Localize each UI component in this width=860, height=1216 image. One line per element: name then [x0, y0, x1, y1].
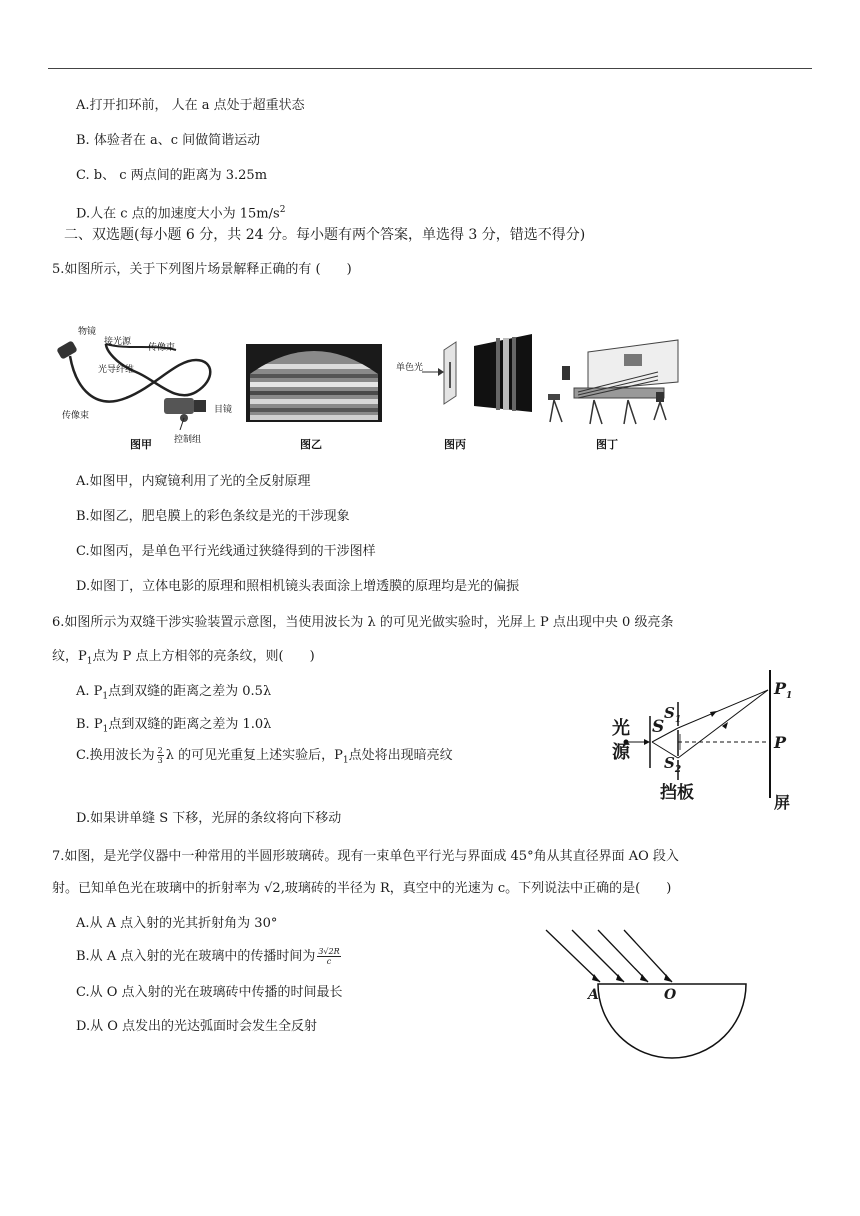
jia-label-light-source: 接光源 [104, 337, 132, 347]
q4-option-c: C. b、 c 两点间的距离为 3.25m [76, 168, 268, 183]
bing-label-mono-light: 单色光 [396, 363, 424, 373]
q7-option-b: B.从 A 点入射的光在玻璃中的传播时间为 $\frac{3√2R}{c}$ [76, 947, 340, 966]
q7-stem-line1: 7.如图，是光学仪器中一种常用的半圆形玻璃砖。现有一束单色平行光与界面成 45°角从其直径界面 AO 段入 [52, 849, 679, 864]
q5-option-c: C.如图丙，是单色平行光线通过狭缝得到的干涉图样 [76, 544, 376, 559]
fraction-two-thirds: $\frac{2}{3}$ [157, 746, 163, 765]
figure-ding-projector [548, 332, 698, 428]
fig6-label-screen: 屏 [774, 793, 791, 812]
fig6-label-baffle: 挡板 [660, 783, 694, 803]
jia-label-image-bundle-2: 传像束 [62, 411, 90, 421]
figure-bing-slit [392, 332, 542, 418]
q4-option-d: D.人在 c 点的加速度大小为 $15m/s^2$ [76, 205, 286, 222]
caption-yi: 图乙 [300, 438, 322, 451]
jia-label-eyepiece: 目镜 [214, 405, 233, 415]
caption-bing: 图丙 [444, 438, 466, 451]
q6-option-d: D.如果讲单缝 S 下移，光屏的条纹将向下移动 [76, 811, 342, 826]
q7-option-a: A.从 A 点入射的光其折射角为 30° [76, 916, 278, 931]
fig6-label-source-2: 源 [612, 742, 630, 763]
figure-yi-soap-film [246, 344, 382, 422]
q5-option-d: D.如图丁，立体电影的原理和照相机镜头表面涂上增透膜的原理均是光的偏振 [76, 579, 520, 594]
header-rule [48, 68, 812, 69]
q6-stem-line2: 纹，$P_1$点为 P 点上方相邻的亮条纹，则( ) [52, 649, 315, 667]
q6-option-b: B. $P_1$点到双缝的距离之差为 1.0λ [76, 717, 272, 735]
q5-option-a: A.如图甲，内窥镜利用了光的全反射原理 [76, 474, 311, 489]
q5-stem: 5.如图所示，关于下列图片场景解释正确的有 ( ) [52, 262, 352, 277]
fig6-label-S1: $S_1$ [664, 704, 682, 725]
fig6-label-P: P [774, 733, 787, 752]
q7-option-d: D.从 O 点发出的光达弧面时会发生全反射 [76, 1019, 318, 1034]
fig6-label-source-1: 光 [612, 718, 630, 739]
fig7-label-A: A [588, 987, 599, 1003]
caption-jia: 图甲 [130, 438, 152, 451]
q7-stem-line2: 射。已知单色光在玻璃中的折射率为 √2,玻璃砖的半径为 R，真空中的光速为 c。下列说法中正确的是( ) [52, 881, 672, 896]
figure-semicircle-glass [536, 924, 776, 1064]
q6-option-c: C.换用波长为 $\frac{2}{3}$ λ 的可见光重复上述实验后，$P_1$点处将出现暗亮纹 [76, 746, 453, 766]
fraction-time: $\frac{3√2R}{c}$ [318, 947, 340, 966]
fig6-label-S2: $S_2$ [664, 754, 682, 775]
fig6-label-S: S [652, 717, 665, 737]
fig6-label-P1: $P_1$ [774, 679, 793, 702]
q4-option-a: A.打开扣环前， 人在 a 点处于超重状态 [76, 98, 305, 113]
section-title: 二、双选题(每小题 6 分，共 24 分。每小题有两个答案，单选得 3 分，错选不得分) [64, 227, 586, 243]
q7-option-c: C.从 O 点入射的光在玻璃砖中传播的时间最长 [76, 985, 343, 1000]
q6-stem-line1: 6.如图所示为双缝干涉实验装置示意图，当使用波长为 λ 的可见光做实验时，光屏上 P 点出现中央 0 级亮条 [52, 615, 674, 630]
caption-ding: 图丁 [596, 438, 618, 451]
q4-option-b: B. 体验者在 a、c 间做简谐运动 [76, 133, 261, 148]
jia-label-image-bundle-1: 传像束 [148, 343, 176, 353]
q6-option-a: A. $P_1$点到双缝的距离之差为 0.5λ [76, 684, 272, 702]
q5-option-b: B.如图乙，肥皂膜上的彩色条纹是光的干涉现象 [76, 509, 350, 524]
jia-label-control: 控制组 [174, 435, 202, 445]
jia-label-fiber: 光导纤维 [98, 365, 135, 375]
fig7-label-O: O [664, 987, 677, 1003]
jia-label-objective: 物镜 [78, 327, 97, 337]
